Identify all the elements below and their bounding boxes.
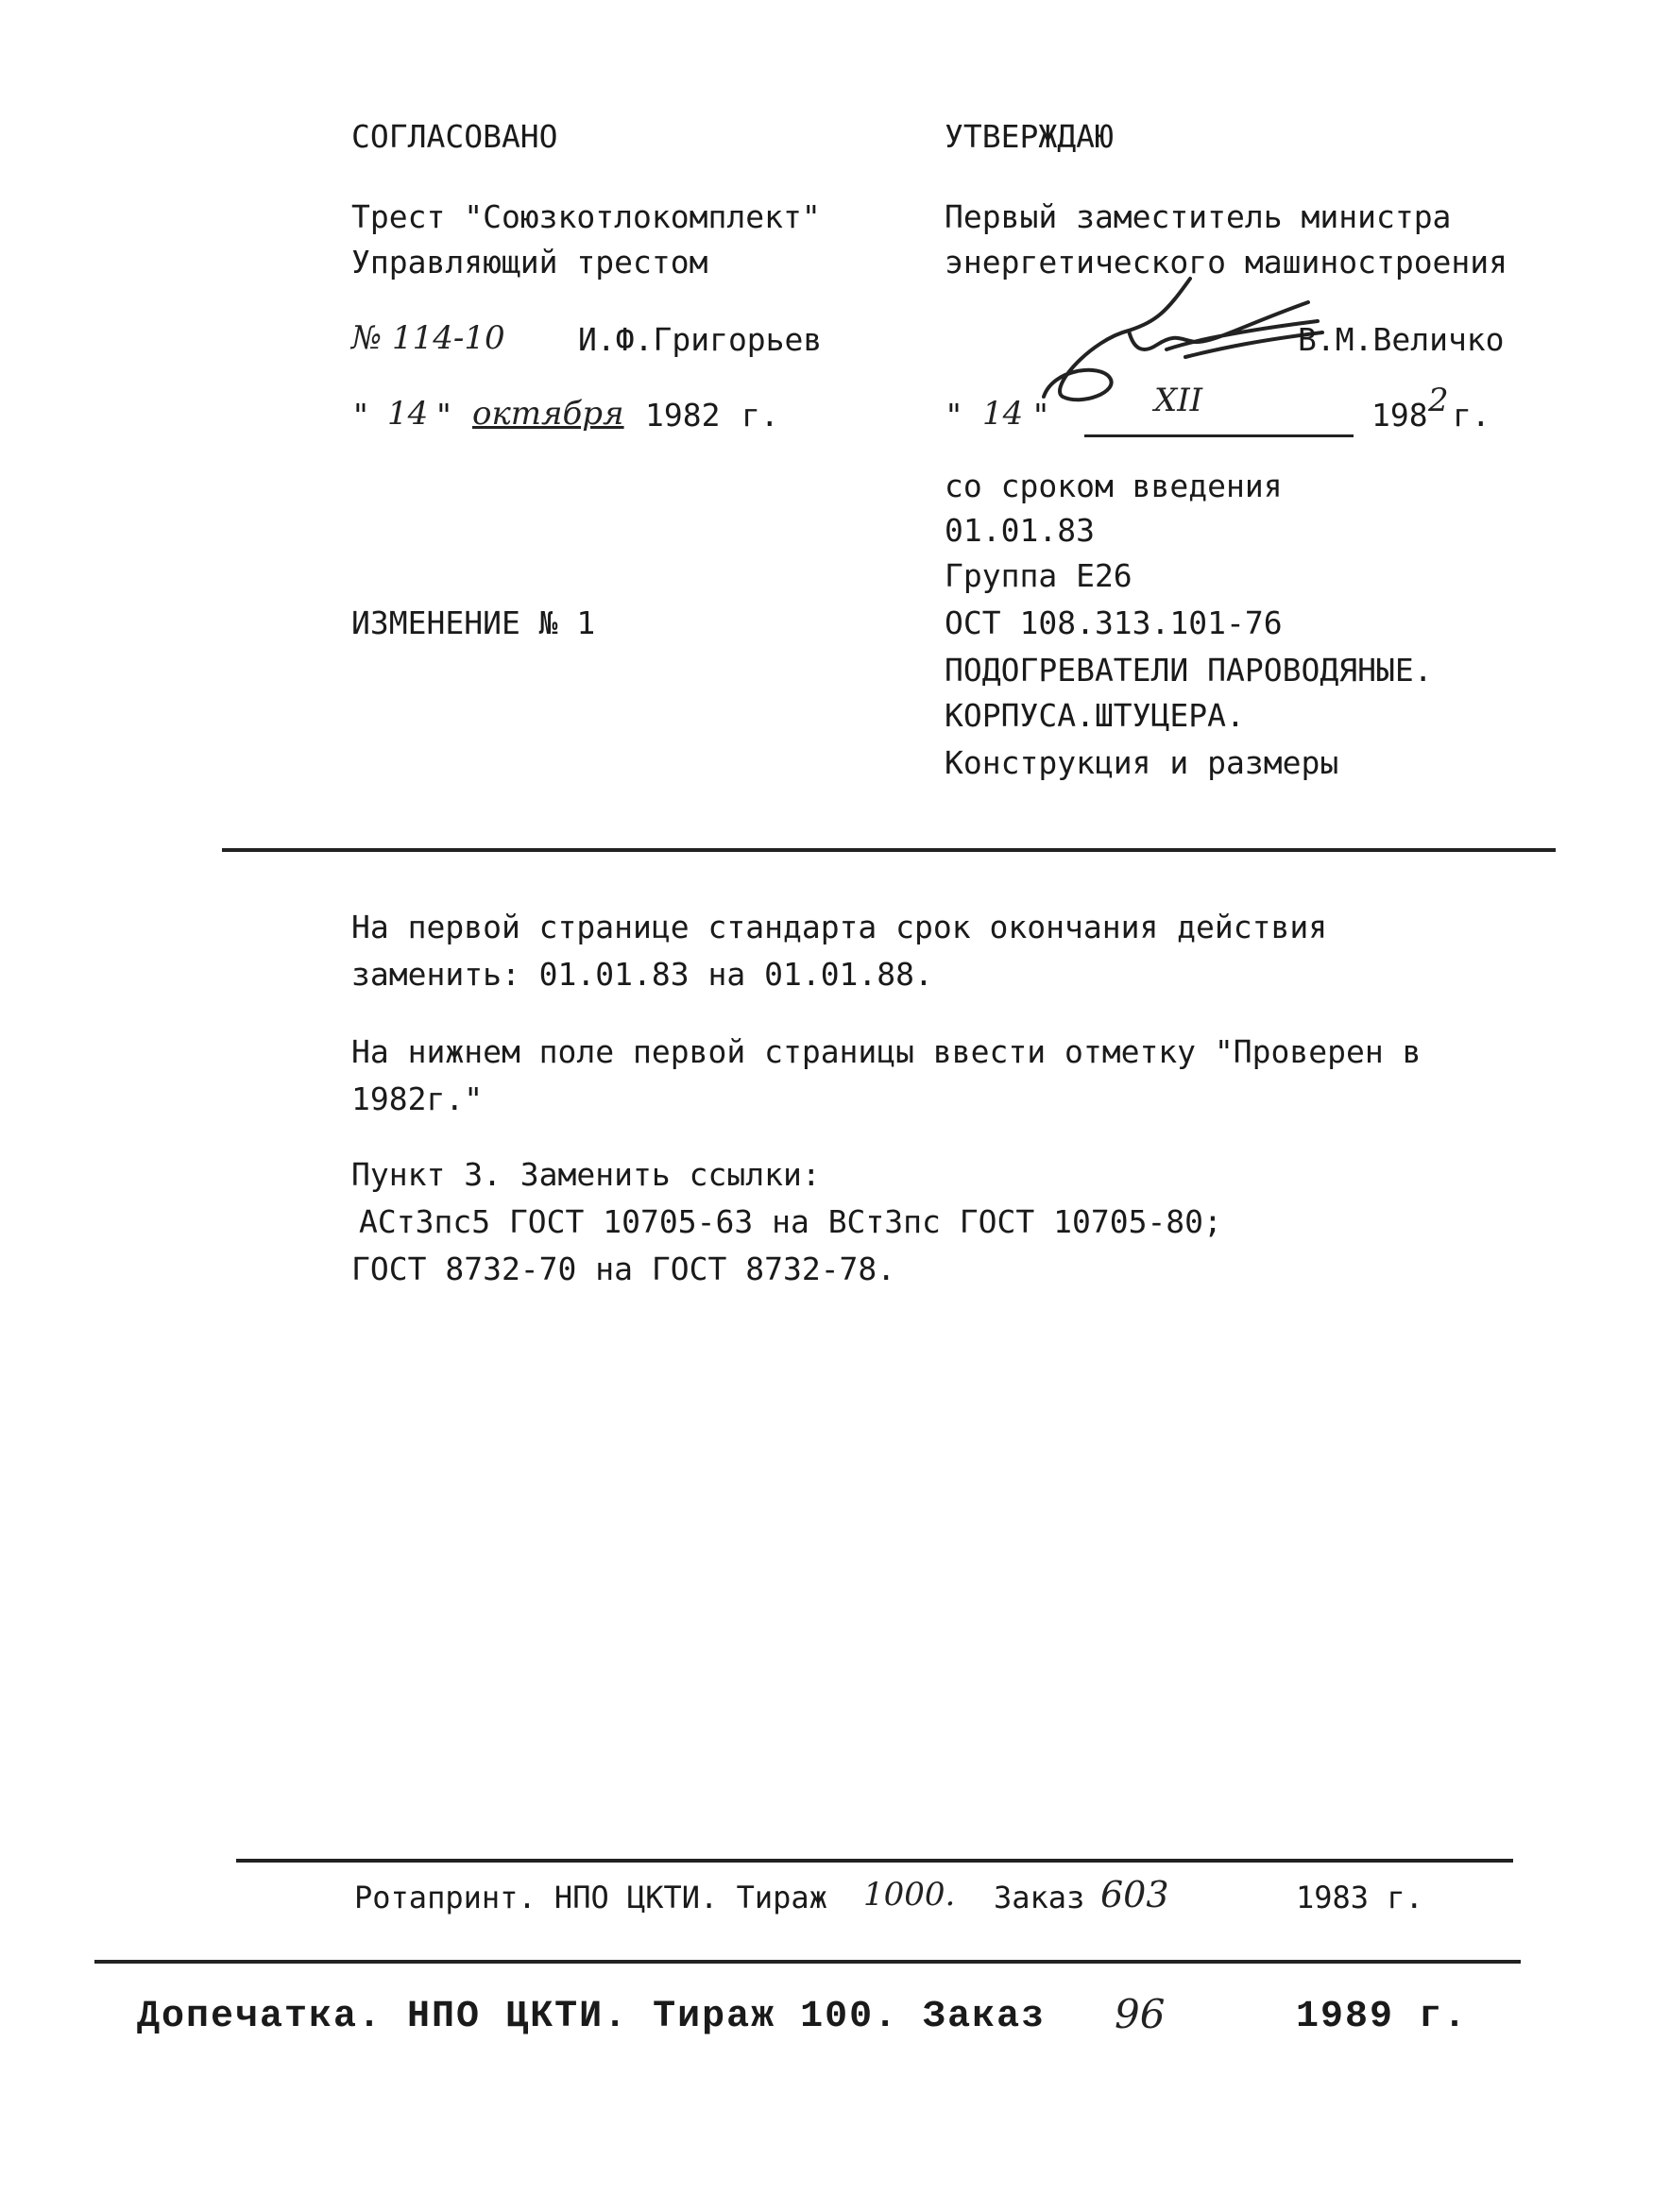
standard-title-3: Конструкция и размеры (945, 744, 1339, 781)
agreed-number: № 114-10 (351, 319, 505, 357)
agreed-name: И.Ф.Григорьев (578, 321, 823, 358)
approved-date-month: XII (1154, 382, 1203, 419)
agreed-heading: СОГЛАСОВАНО (351, 118, 558, 155)
change-label: ИЗМЕНЕНИЕ № 1 (351, 604, 596, 641)
approved-date-quote-open: " (945, 397, 963, 434)
approved-date-day: 14 (982, 395, 1024, 433)
approved-role-line1: Первый заместитель министра (945, 198, 1452, 235)
footer-rule-2 (94, 1960, 1521, 1964)
approved-date-quote-close: " (1031, 397, 1050, 434)
approved-date-month-line (1084, 434, 1354, 437)
agreed-date-day: 14 (387, 395, 429, 433)
footer2-year: 1989 г. (1296, 1996, 1469, 2038)
approved-role-line2: энергетического машиностроения (945, 244, 1508, 281)
standard-group: Группа Е26 (945, 557, 1133, 594)
divider-top (222, 848, 1556, 852)
footer-rule-1 (236, 1859, 1513, 1863)
body-p3-line1: Пункт 3. Заменить ссылки: (351, 1156, 821, 1193)
footer1-zakaz-label: Заказ (994, 1880, 1085, 1915)
approved-name: В.М.Величко (1298, 321, 1505, 358)
approved-date-year-digit: 2 (1428, 382, 1449, 419)
footer1-text: Ротапринт. НПО ЦКТИ. Тираж (354, 1880, 827, 1915)
body-p2-line1: На нижнем поле первой страницы ввести отметку "Проверен в (351, 1033, 1422, 1070)
agreed-date-quote-close: " (434, 397, 453, 434)
standard-intro: со сроком введения (945, 468, 1283, 504)
body-p3-line3: ГОСТ 8732-70 на ГОСТ 8732-78. (351, 1251, 896, 1287)
footer2-text: Допечатка. НПО ЦКТИ. Тираж 100. Заказ (137, 1996, 1047, 2038)
approved-date-suffix: г. (1453, 397, 1490, 434)
approved-heading: УТВЕРЖДАЮ (945, 118, 1114, 155)
footer1-year: 1983 г. (1296, 1880, 1423, 1915)
body-p2-line2: 1982г." (351, 1080, 484, 1117)
agreed-role: Управляющий трестом (351, 244, 708, 281)
footer1-tirazh: 1000. (863, 1876, 956, 1914)
agreed-org: Трест "Союзкотлокомплект" (351, 198, 821, 235)
agreed-date-year: 1982 (645, 397, 721, 434)
standard-title-2: КОРПУСА.ШТУЦЕРА. (945, 697, 1245, 734)
standard-code: ОСТ 108.313.101-76 (945, 604, 1283, 641)
standard-date: 01.01.83 (945, 512, 1095, 549)
approved-date-year-prefix: 198 (1371, 397, 1428, 434)
agreed-date-month: октября (472, 395, 624, 433)
agreed-date-suffix: г. (741, 397, 779, 434)
standard-title-1: ПОДОГРЕВАТЕЛИ ПАРОВОДЯНЫЕ. (945, 652, 1433, 689)
body-p3-line2: АСт3пс5 ГОСТ 10705-63 на ВСт3пс ГОСТ 10705-80; (359, 1203, 1222, 1240)
body-p1-line1: На первой странице стандарта срок окончания действия (351, 909, 1328, 945)
body-p1-line2: заменить: 01.01.83 на 01.01.88. (351, 956, 933, 993)
footer2-zakaz: 96 (1115, 1991, 1166, 2037)
agreed-date-quote-open: " (351, 397, 370, 434)
footer1-zakaz: 603 (1100, 1874, 1169, 1915)
